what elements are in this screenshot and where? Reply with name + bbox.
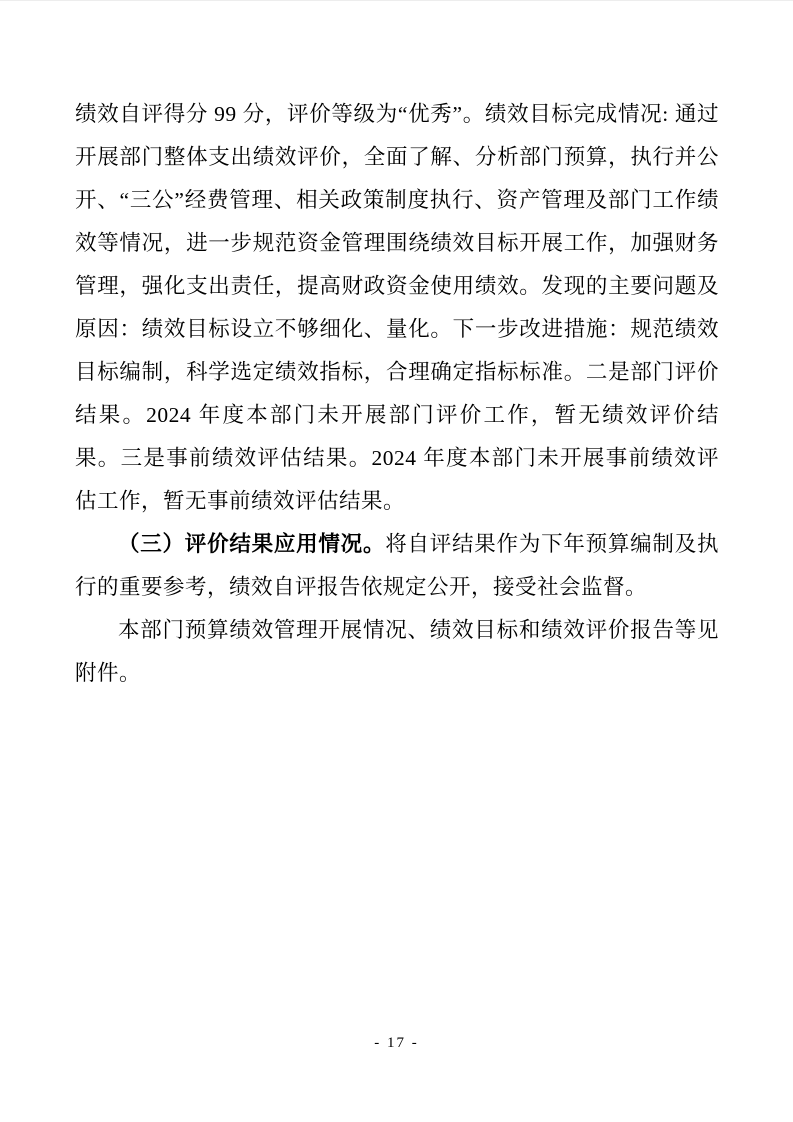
section-body-evaluation-results-application: 将自评结果作为下年预算编制及执行的重要参考，绩效自评报告依规定公开，接受社会监督。 xyxy=(75,532,719,599)
section-heading-evaluation-results-application: （三）评价结果应用情况。 xyxy=(118,532,386,556)
page-footer xyxy=(0,1033,793,1053)
paragraph-self-evaluation-results: 绩效自评得分 99 分，评价等级为“优秀”。绩效目标完成情况: 通过开展部门整体支出绩效评价，全面了解、分析部门预算，执行并公开、“三公”经费管理、相关政策制度执行、资产管理及部门工作绩效等情况，进一步规范资金管理围绕绩效目标开展工作，加强财务管理，强化支出责任，提高财政资金使用绩效。发现的主要问题及原因：绩效目标设立不够细化、量化。下一步改进措施：规范绩效目标编制，科学选定绩效指标，合理确定指标标准。二是部门评价结果。2024 年度本部门未开展部门评价工作，暂无绩效评价结果。三是事前绩效评估结果。2024 年度本部门未开展事前绩效评估工作，暂无事前绩效评估结果。 xyxy=(75,102,719,513)
paragraph-evaluation-results-application xyxy=(75,523,719,609)
page-number: - 17 - xyxy=(374,1035,419,1051)
paragraph-attachments-note: 本部门预算绩效管理开展情况、绩效目标和绩效评价报告等见附件。 xyxy=(75,618,719,685)
document-body xyxy=(75,93,719,695)
